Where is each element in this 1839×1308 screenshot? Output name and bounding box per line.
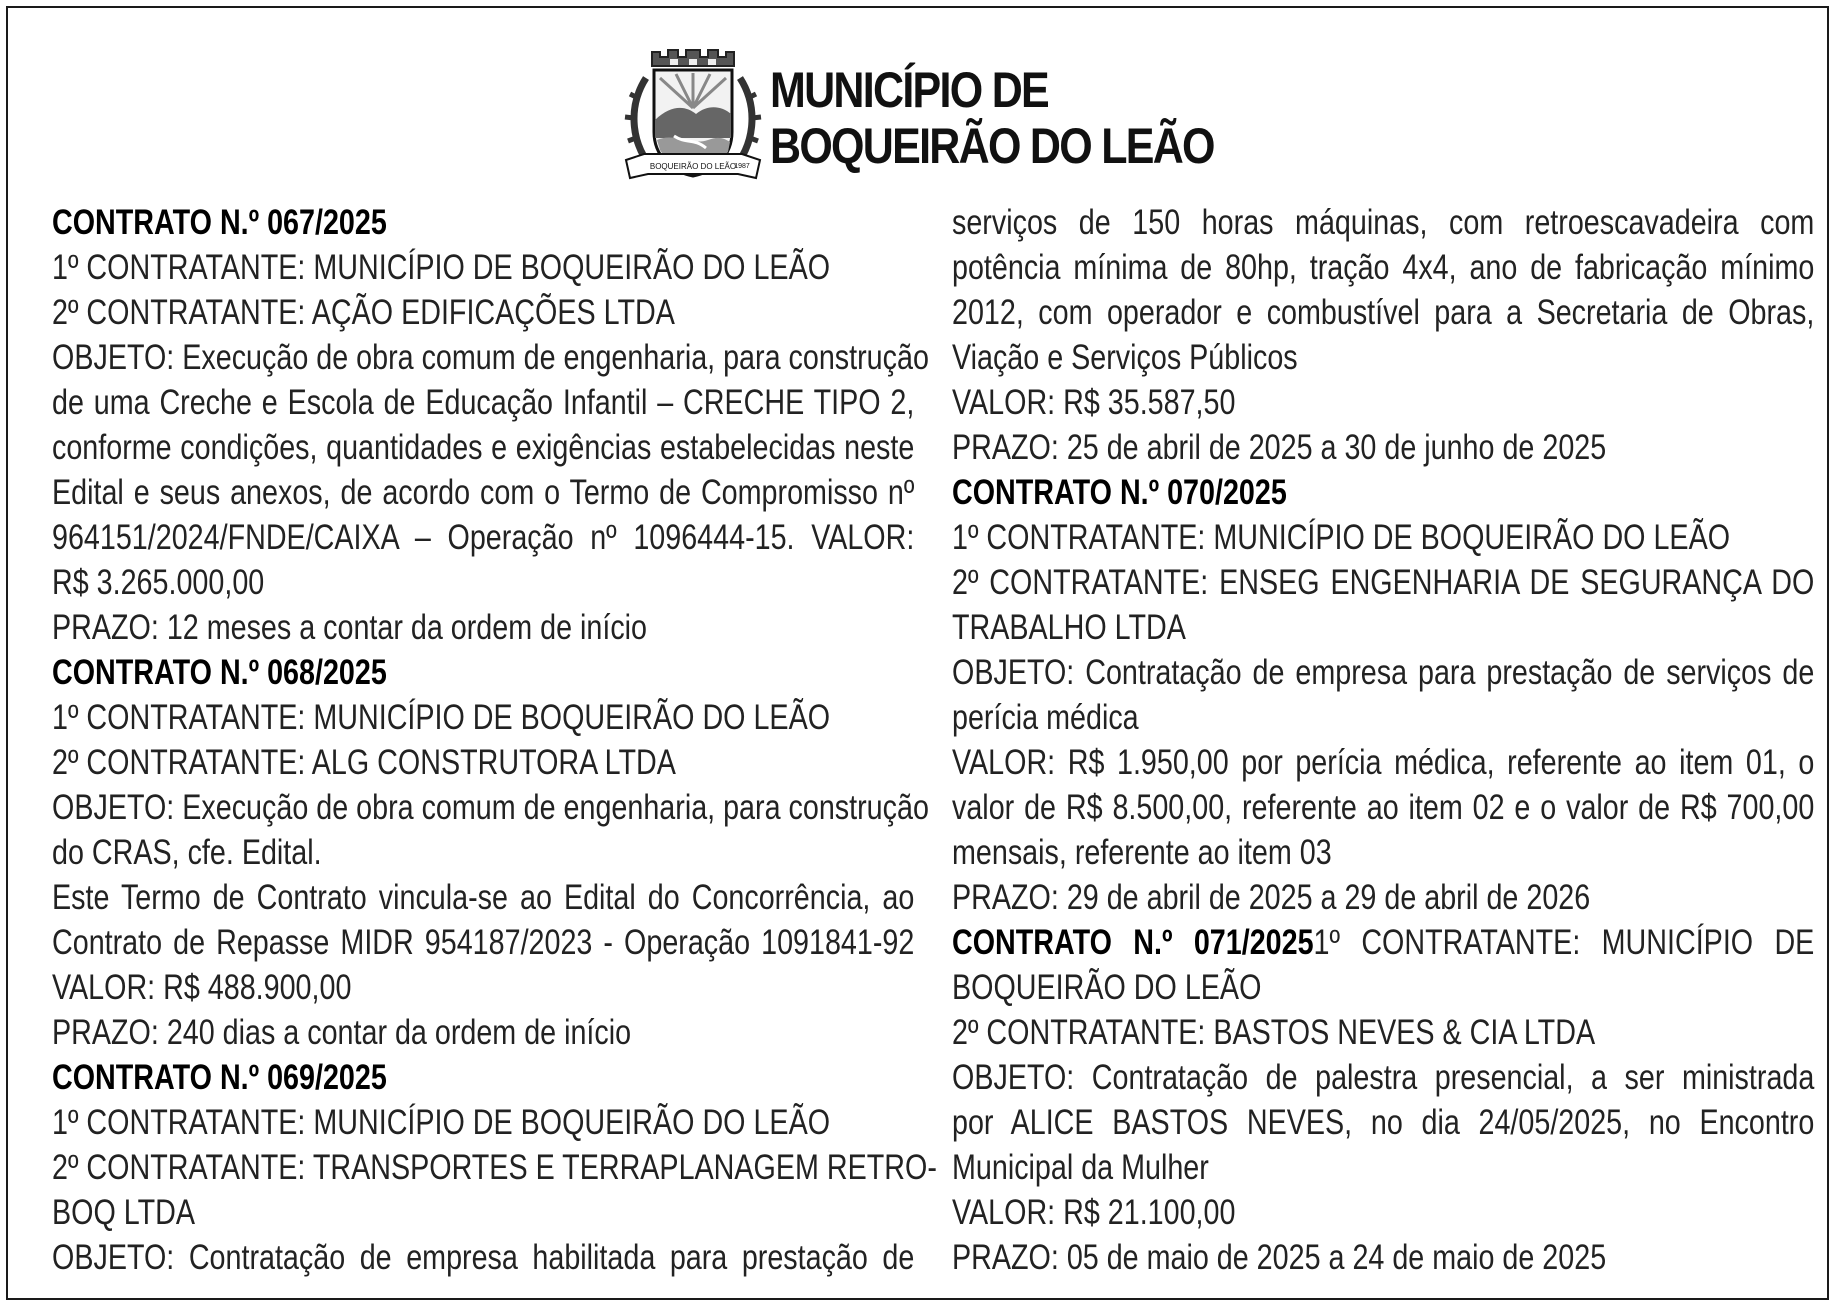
text-line-content: 2º CONTRATANTE: ALG CONSTRUTORA LTDA xyxy=(52,743,676,782)
text-line xyxy=(52,695,914,740)
text-line xyxy=(952,200,1814,245)
text-line-content: Edital e seus anexos, de acordo com o Termo de Compromisso nº xyxy=(52,473,915,512)
text-line xyxy=(52,1190,914,1235)
text-line xyxy=(52,515,914,560)
text-line xyxy=(952,740,1814,785)
text-line xyxy=(52,605,914,650)
text-line-content: potência mínima de 80hp, tração 4x4, ano de fabricação mínimo xyxy=(952,248,1815,287)
text-line-content: PRAZO: 12 meses a contar da ordem de início xyxy=(52,608,648,647)
text-line-content: PRAZO: 240 dias a contar da ordem de início xyxy=(52,1013,632,1052)
title-line-1: MUNICÍPIO DE xyxy=(770,62,1048,118)
text-line-content: por ALICE BASTOS NEVES, no dia 24/05/2025, no Encontro xyxy=(952,1103,1815,1142)
text-line-content: 1º CONTRATANTE: MUNICÍPIO DE BOQUEIRÃO DO LEÃO xyxy=(52,1103,831,1142)
text-line xyxy=(952,1010,1814,1055)
municipal-coat-of-arms-icon xyxy=(624,48,762,194)
text-line xyxy=(952,515,1814,560)
text-line-content: 1º CONTRATANTE: MUNICÍPIO DE BOQUEIRÃO DO LEÃO xyxy=(52,698,831,737)
text-line xyxy=(52,785,929,830)
text-line xyxy=(952,1055,1814,1100)
notice-frame xyxy=(6,6,1829,1300)
text-line xyxy=(952,335,1814,380)
text-line-content: OBJETO: Execução de obra comum de engenharia, para construção xyxy=(52,338,929,377)
text-line-content: do CRAS, cfe. Edital. xyxy=(52,833,322,872)
text-line xyxy=(952,695,1814,740)
text-line-content: 1º CONTRATANTE: MUNICÍPIO DE BOQUEIRÃO DO LEÃO xyxy=(952,518,1731,557)
text-line-content: VALOR: R$ 35.587,50 xyxy=(952,383,1236,422)
text-line-content: valor de R$ 8.500,00, referente ao item 02 e o valor de R$ 700,00 xyxy=(952,788,1815,827)
text-line-content: Municipal da Mulher xyxy=(952,1148,1209,1187)
text-line-content: Contrato de Repasse MIDR 954187/2023 - Operação 1091841-92 xyxy=(52,923,915,962)
text-line-content: 2º CONTRATANTE: ENSEG ENGENHARIA DE SEGURANÇA DO xyxy=(952,563,1815,602)
contract-heading xyxy=(52,1055,914,1100)
text-line-content: mensais, referente ao item 03 xyxy=(952,833,1332,872)
masthead xyxy=(624,42,1244,192)
text-line-content: PRAZO: 29 de abril de 2025 a 29 de abril de 2026 xyxy=(952,878,1591,917)
contract-heading: CONTRATO N.º 071/2025 xyxy=(952,923,1314,962)
text-line-content: R$ 3.265.000,00 xyxy=(52,563,265,602)
text-line-content: Este Termo de Contrato vincula-se ao Edital do Concorrência, ao xyxy=(52,878,915,917)
contract-heading xyxy=(52,200,914,245)
text-line xyxy=(52,740,914,785)
text-line-content: serviços de 150 horas máquinas, com retroescavadeira com xyxy=(952,203,1815,242)
crest-year-text: 1987 xyxy=(734,163,750,170)
text-line-content: Viação e Serviços Públicos xyxy=(952,338,1298,377)
text-line xyxy=(952,425,1814,470)
text-line-content: VALOR: R$ 1.950,00 por perícia médica, referente ao item 01, o xyxy=(952,743,1815,782)
text-line xyxy=(952,965,1814,1010)
text-line-content: VALOR: R$ 488.900,00 xyxy=(52,968,352,1007)
contract-heading xyxy=(52,650,914,695)
text-line-content: BOQ LTDA xyxy=(52,1193,196,1232)
text-line-content: 2012, com operador e combustível para a Secretaria de Obras, xyxy=(952,293,1815,332)
text-line xyxy=(952,830,1814,875)
text-line xyxy=(952,875,1814,920)
text-line-content: de uma Creche e Escola de Educação Infantil – CRECHE TIPO 2, xyxy=(52,383,915,422)
text-line xyxy=(52,245,914,290)
text-line xyxy=(52,1100,914,1145)
text-line xyxy=(952,380,1814,425)
text-line xyxy=(952,290,1814,335)
municipality-title xyxy=(770,62,1214,174)
text-line-content: CONTRATO N.º 070/2025 xyxy=(952,473,1287,512)
text-line xyxy=(952,245,1814,290)
text-line xyxy=(52,380,914,425)
left-column xyxy=(52,200,937,1280)
text-line xyxy=(52,470,914,515)
text-line xyxy=(52,920,914,965)
text-line-content: 2º CONTRATANTE: TRANSPORTES E TERRAPLANAGEM RETRO- xyxy=(52,1148,937,1187)
text-line xyxy=(52,875,914,920)
text-line xyxy=(52,560,914,605)
crest-ribbon-text: BOQUEIRÃO DO LEÃO xyxy=(649,162,737,171)
text-line xyxy=(952,1145,1814,1190)
text-line-content: OBJETO: Contratação de palestra presencial, a ser ministrada xyxy=(952,1058,1815,1097)
text-line-content: OBJETO: Execução de obra comum de engenharia, para construção xyxy=(52,788,929,827)
text-line-content: PRAZO: 25 de abril de 2025 a 30 de junho de 2025 xyxy=(952,428,1607,467)
text-line xyxy=(952,650,1814,695)
text-line xyxy=(52,1010,914,1055)
title-line-2: BOQUEIRÃO DO LEÃO xyxy=(770,118,1214,174)
right-column xyxy=(952,200,1814,1280)
text-line-content: PRAZO: 05 de maio de 2025 a 24 de maio de 2025 xyxy=(952,1238,1607,1277)
text-line-content: 1º CONTRATANTE: MUNICÍPIO DE xyxy=(1313,923,1815,962)
text-line-content: VALOR: R$ 21.100,00 xyxy=(952,1193,1236,1232)
text-line-content: 2º CONTRATANTE: AÇÃO EDIFICAÇÕES LTDA xyxy=(52,293,675,332)
text-line xyxy=(952,1100,1814,1145)
text-line xyxy=(952,605,1814,650)
text-line-content: CONTRATO N.º 069/2025 xyxy=(52,1058,387,1097)
text-line xyxy=(952,560,1814,605)
text-line-content: conforme condições, quantidades e exigências estabelecidas neste xyxy=(52,428,915,467)
text-line-content: BOQUEIRÃO DO LEÃO xyxy=(952,968,1262,1007)
text-line-content: OBJETO: Contratação de empresa habilitada para prestação de xyxy=(52,1238,915,1277)
text-line xyxy=(952,1190,1814,1235)
text-line-content: 2º CONTRATANTE: BASTOS NEVES & CIA LTDA xyxy=(952,1013,1596,1052)
text-line-content: OBJETO: Contratação de empresa para prestação de serviços de xyxy=(952,653,1815,692)
text-line-content: 964151/2024/FNDE/CAIXA – Operação nº 1096444-15. VALOR: xyxy=(52,518,915,557)
text-line xyxy=(52,1145,937,1190)
text-line xyxy=(952,1235,1814,1280)
text-line xyxy=(52,965,914,1010)
text-line-content: CONTRATO N.º 067/2025 xyxy=(52,203,387,242)
contract-heading xyxy=(952,470,1814,515)
text-line-content: TRABALHO LTDA xyxy=(952,608,1186,647)
text-line xyxy=(952,920,1814,965)
text-line xyxy=(52,335,929,380)
text-line-content: 1º CONTRATANTE: MUNICÍPIO DE BOQUEIRÃO DO LEÃO xyxy=(52,248,831,287)
text-line-content: perícia médica xyxy=(952,698,1139,737)
text-line xyxy=(52,290,914,335)
text-line xyxy=(52,1235,914,1280)
text-line xyxy=(52,830,914,875)
text-line xyxy=(52,425,914,470)
text-line-content: CONTRATO N.º 068/2025 xyxy=(52,653,387,692)
text-line xyxy=(952,785,1814,830)
